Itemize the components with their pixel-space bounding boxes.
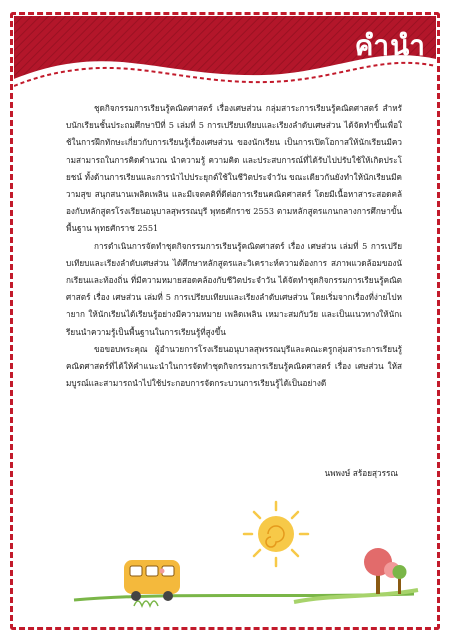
author-signature: นพพงษ์ สร้อยสุวรรณ [324,468,398,478]
paragraph-3: ขอขอบพระคุณ ผู้อำนวยการโรงเรียนอนุบาลสุพรรณบุรีและคณะครูกลุ่มสาระการเรียนรู้คณิตศาสตร์ที่ได้ให้คำแนะนำในการจัดทำชุดกิจกรรมการเรียนรู้คณิตศาสตร์ เรื่อง เศษส่วน ให้สมบูรณ์และสามารถนำไปใช้ประกอบการจัดกระบวนการเรียนรู้ได้เป็นอย่างดี [66,343,402,389]
paragraph-2: การดำเนินการจัดทำชุดกิจกรรมการเรียนรู้คณิตศาสตร์ เรื่อง เศษส่วน เล่มที่ 5 การเปรียบเทียบและเรียงลำดับเศษส่วน ได้ศึกษาหลักสูตรและวิเคราะห์ความต้องการ สภาพแวดล้อมของนักเรียนและท้องถิ่น ที่มีความหมายสอดคล้องกับชีวิตประจำวัน ได้จัดทำชุดกิจกรรมการเรียนรู้คณิตศาสตร์ เรื่อง เศษส่วน เล่มที่ 5 การเปรียบเทียบและเรียงลำดับเศษส่วน โดยเริ่มจากเรื่องที่ง่ายไปหายาก ให้นักเรียนได้เรียนรู้อย่างมีความหมาย เพลิดเพลิน เหมาะสมกับวัย และเป็นแนวทางให้นักเรียนนำความรู้เป็นพื้นฐานในการเรียนรู้ที่สูงขึ้น [66,240,402,337]
grass-icon [74,590,418,606]
preface-body [66,100,402,392]
tree-icon [364,548,407,594]
bottom-illustration [14,490,436,626]
paragraph-1: ชุดกิจกรรมการเรียนรู้คณิตศาสตร์ เรื่องเศษส่วน กลุ่มสาระการเรียนรู้คณิตศาสตร์ สำหรับนักเรียนชั้นประถมศึกษาปีที่ 5 เล่มที่ 5 การเปรียบเทียบและเรียงลำดับเศษส่วน ได้จัดทำขึ้นเพื่อใช้ในการฝึกทักษะเกี่ยวกับการเรียนรู้เรื่องเศษส่วน ของนักเรียน เป็นการเปิดโอกาสให้นักเรียนมีความสามารถในการคิดคำนวณ นำความรู้ ความคิด และประสบการณ์ที่ได้รับไปปรับใช้ให้เกิดประโยชน์ ทั้งด้านการเรียนและการนำไปประยุกต์ใช้ในชีวิตประจำวัน ขณะเดียวกันยังทำให้นักเรียนมีความสุข สนุกสนานเพลิดเพลิน และมีเจตคติที่ดีต่อการเรียนคณิตศาสตร์ โดยมีเนื้อหาสาระสอดคล้องกับหลักสูตรโรงเรียนอนุบาลสุพรรณบุรี พุทธศักราช 2553 ตามหลักสูตรแกนกลางการศึกษาขั้นพื้นฐาน พุทธศักราช 2551 [66,103,402,234]
sun-icon [244,502,308,566]
page-title: คำนำ [354,29,426,62]
